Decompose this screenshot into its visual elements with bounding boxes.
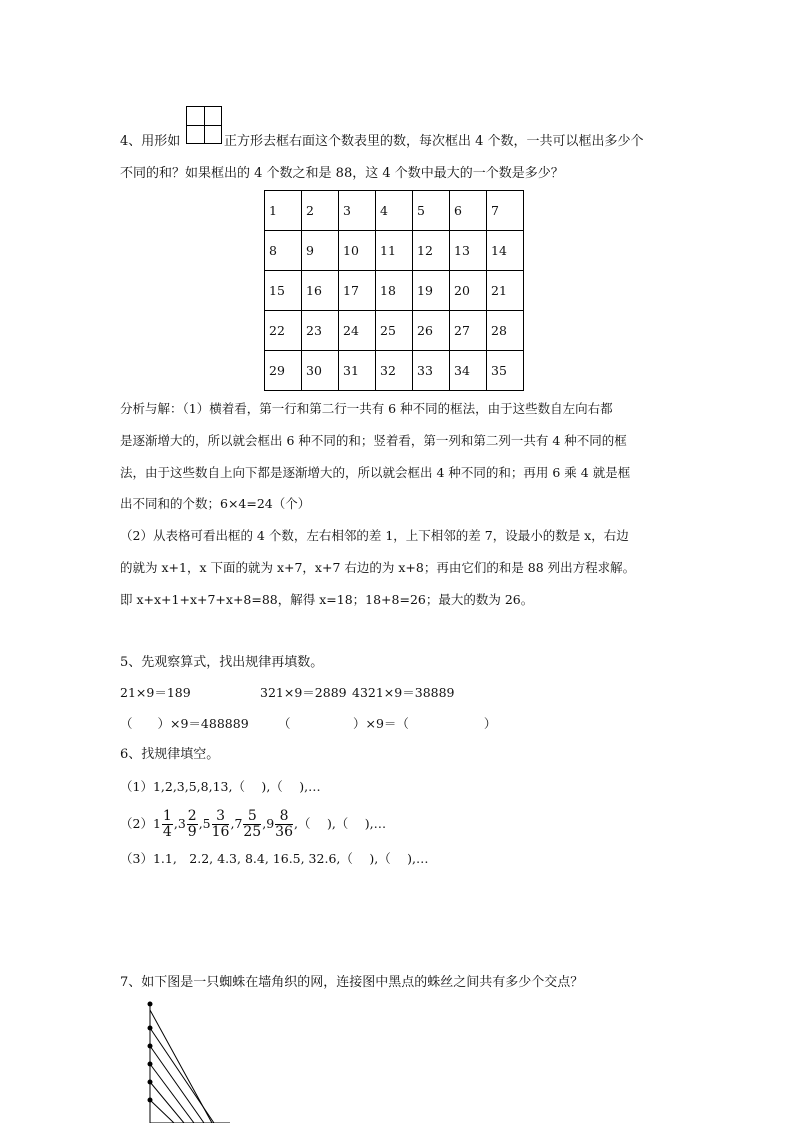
separator: , xyxy=(173,816,178,831)
mixed-number xyxy=(266,808,294,840)
spider-web-figure xyxy=(140,1000,230,1123)
table-row xyxy=(265,271,524,311)
table-cell: 10 xyxy=(339,231,376,271)
table-cell: 3 xyxy=(339,191,376,231)
black-dot xyxy=(148,1026,153,1031)
p4-line2: 不同的和？如果框出的 4 个数之和是 88，这 4 个数中最大的一个数是多少？ xyxy=(120,166,564,181)
table-cell: 8 xyxy=(265,231,302,271)
table-cell: 20 xyxy=(450,271,487,311)
table-cell: 12 xyxy=(413,231,450,271)
table-cell: 30 xyxy=(302,351,339,391)
p6-q2-tail: （ ),（ ),… xyxy=(297,816,387,831)
mixed-number xyxy=(234,808,262,840)
square-2x2-icon xyxy=(186,106,222,144)
mixed-number xyxy=(177,808,199,840)
separator: , xyxy=(198,816,203,831)
table-cell: 31 xyxy=(339,351,376,391)
p5-eq1: 21×9＝189 xyxy=(120,685,191,700)
denominator: 16 xyxy=(211,824,230,840)
table-cell: 25 xyxy=(376,311,413,351)
separator: , xyxy=(293,816,298,831)
table-cell: 24 xyxy=(339,311,376,351)
web-thread xyxy=(150,1046,204,1123)
black-dot xyxy=(148,1002,153,1007)
black-dot xyxy=(148,1080,153,1085)
p6-title: 6、找规律填空。 xyxy=(120,747,220,762)
black-dot xyxy=(148,1098,153,1103)
table-cell: 29 xyxy=(265,351,302,391)
whole-part: 1 xyxy=(152,816,161,831)
p4-line1-a: 4、用形如 xyxy=(120,134,181,149)
analysis-line: 法，由于这些数自上向下都是逐渐增大的，所以就会框出 4 种不同的和；再用 6 乘 4 就是框 xyxy=(120,465,631,480)
whole-part: 5 xyxy=(202,816,211,831)
table-cell: 7 xyxy=(487,191,524,231)
fraction xyxy=(275,809,293,840)
denominator: 36 xyxy=(275,824,293,840)
denominator: 9 xyxy=(187,824,197,840)
p5-blank2: （ ）×9＝（ ） xyxy=(278,716,497,731)
p6-q2-prefix: （2） xyxy=(120,816,153,831)
analysis-line: 的就为 x+1，x 下面的就为 x+7，x+7 右边的为 x+8；再由它们的和是 88 列出方程求解。 xyxy=(120,560,636,575)
web-thread xyxy=(150,1064,194,1123)
analysis-line: 即 x+x+1+x+7+x+8=88，解得 x=18；18+8=26；最大的数为 26。 xyxy=(120,592,534,607)
table-row xyxy=(265,231,524,271)
table-cell: 13 xyxy=(450,231,487,271)
p6-q3: （3）1.1, 2.2, 4.3, 8.4, 16.5, 32.6,（ ),（ ),… xyxy=(120,851,429,866)
whole-part: 7 xyxy=(234,816,243,831)
fraction xyxy=(212,809,230,840)
denominator: 25 xyxy=(243,824,262,840)
table-cell: 33 xyxy=(413,351,450,391)
table-cell: 1 xyxy=(265,191,302,231)
mixed-number xyxy=(202,808,231,840)
p5-eq2: 321×9＝2889 xyxy=(260,685,347,700)
web-thread xyxy=(150,1100,174,1123)
p4-line1-b: 正方形去框右面这个数表里的数，每次框出 4 个数，一共可以框出多少个 xyxy=(224,134,644,149)
black-dot xyxy=(148,1062,153,1067)
analysis-line: 是逐渐增大的，所以就会框出 6 种不同的和；竖着看，第一列和第二列一共有 4 种不同的框 xyxy=(120,433,627,448)
table-cell: 4 xyxy=(376,191,413,231)
denominator: 4 xyxy=(162,824,172,840)
numerator: 1 xyxy=(162,808,172,824)
table-cell: 16 xyxy=(302,271,339,311)
analysis-line: （2）从表格可看出框的 4 个数，左右相邻的差 1，上下相邻的差 7，设最小的数是 x，右边 xyxy=(120,528,629,543)
fraction xyxy=(187,809,198,840)
table-cell: 32 xyxy=(376,351,413,391)
table-cell: 17 xyxy=(339,271,376,311)
number-table xyxy=(264,190,524,391)
table-cell: 22 xyxy=(265,311,302,351)
whole-part: 3 xyxy=(177,816,186,831)
table-cell: 28 xyxy=(487,311,524,351)
analysis-line: 出不同和的个数；6×4=24（个） xyxy=(120,496,311,511)
table-cell: 21 xyxy=(487,271,524,311)
numerator: 3 xyxy=(212,809,230,825)
table-cell: 23 xyxy=(302,311,339,351)
numerator: 8 xyxy=(275,809,293,825)
table-cell: 18 xyxy=(376,271,413,311)
table-cell: 14 xyxy=(487,231,524,271)
table-cell: 19 xyxy=(413,271,450,311)
numerator: 5 xyxy=(243,809,261,825)
table-row xyxy=(265,351,524,391)
table-cell: 9 xyxy=(302,231,339,271)
fraction xyxy=(162,809,173,840)
p6-q1: （1）1,2,3,5,8,13,（ ),（ ),… xyxy=(120,779,321,794)
table-row xyxy=(265,311,524,351)
table-cell: 6 xyxy=(450,191,487,231)
whole-part: 9 xyxy=(266,816,275,831)
black-dot xyxy=(148,1044,153,1049)
p5-eq3: 4321×9＝38889 xyxy=(352,685,455,700)
p6-q2-terms xyxy=(152,808,298,840)
mixed-number xyxy=(152,808,174,840)
table-cell: 35 xyxy=(487,351,524,391)
p5-title: 5、先观察算式，找出规律再填数。 xyxy=(120,655,324,670)
numerator: 2 xyxy=(187,808,197,824)
fraction xyxy=(243,809,261,840)
table-cell: 15 xyxy=(265,271,302,311)
p7-title: 7、如下图是一只蜘蛛在墙角织的网，连接图中黑点的蛛丝之间共有多少个交点？ xyxy=(120,975,584,990)
separator: , xyxy=(262,816,267,831)
separator: , xyxy=(230,816,235,831)
p6-q2 xyxy=(120,806,386,842)
p5-blank1: （ ）×9＝488889 xyxy=(120,716,249,731)
table-cell: 26 xyxy=(413,311,450,351)
analysis-line: 分析与解：（1）横着看，第一行和第二行一共有 6 种不同的框法，由于这些数自左向右都 xyxy=(120,401,613,416)
table-cell: 27 xyxy=(450,311,487,351)
table-cell: 5 xyxy=(413,191,450,231)
table-cell: 2 xyxy=(302,191,339,231)
table-cell: 11 xyxy=(376,231,413,271)
table-cell: 34 xyxy=(450,351,487,391)
table-row xyxy=(265,191,524,231)
